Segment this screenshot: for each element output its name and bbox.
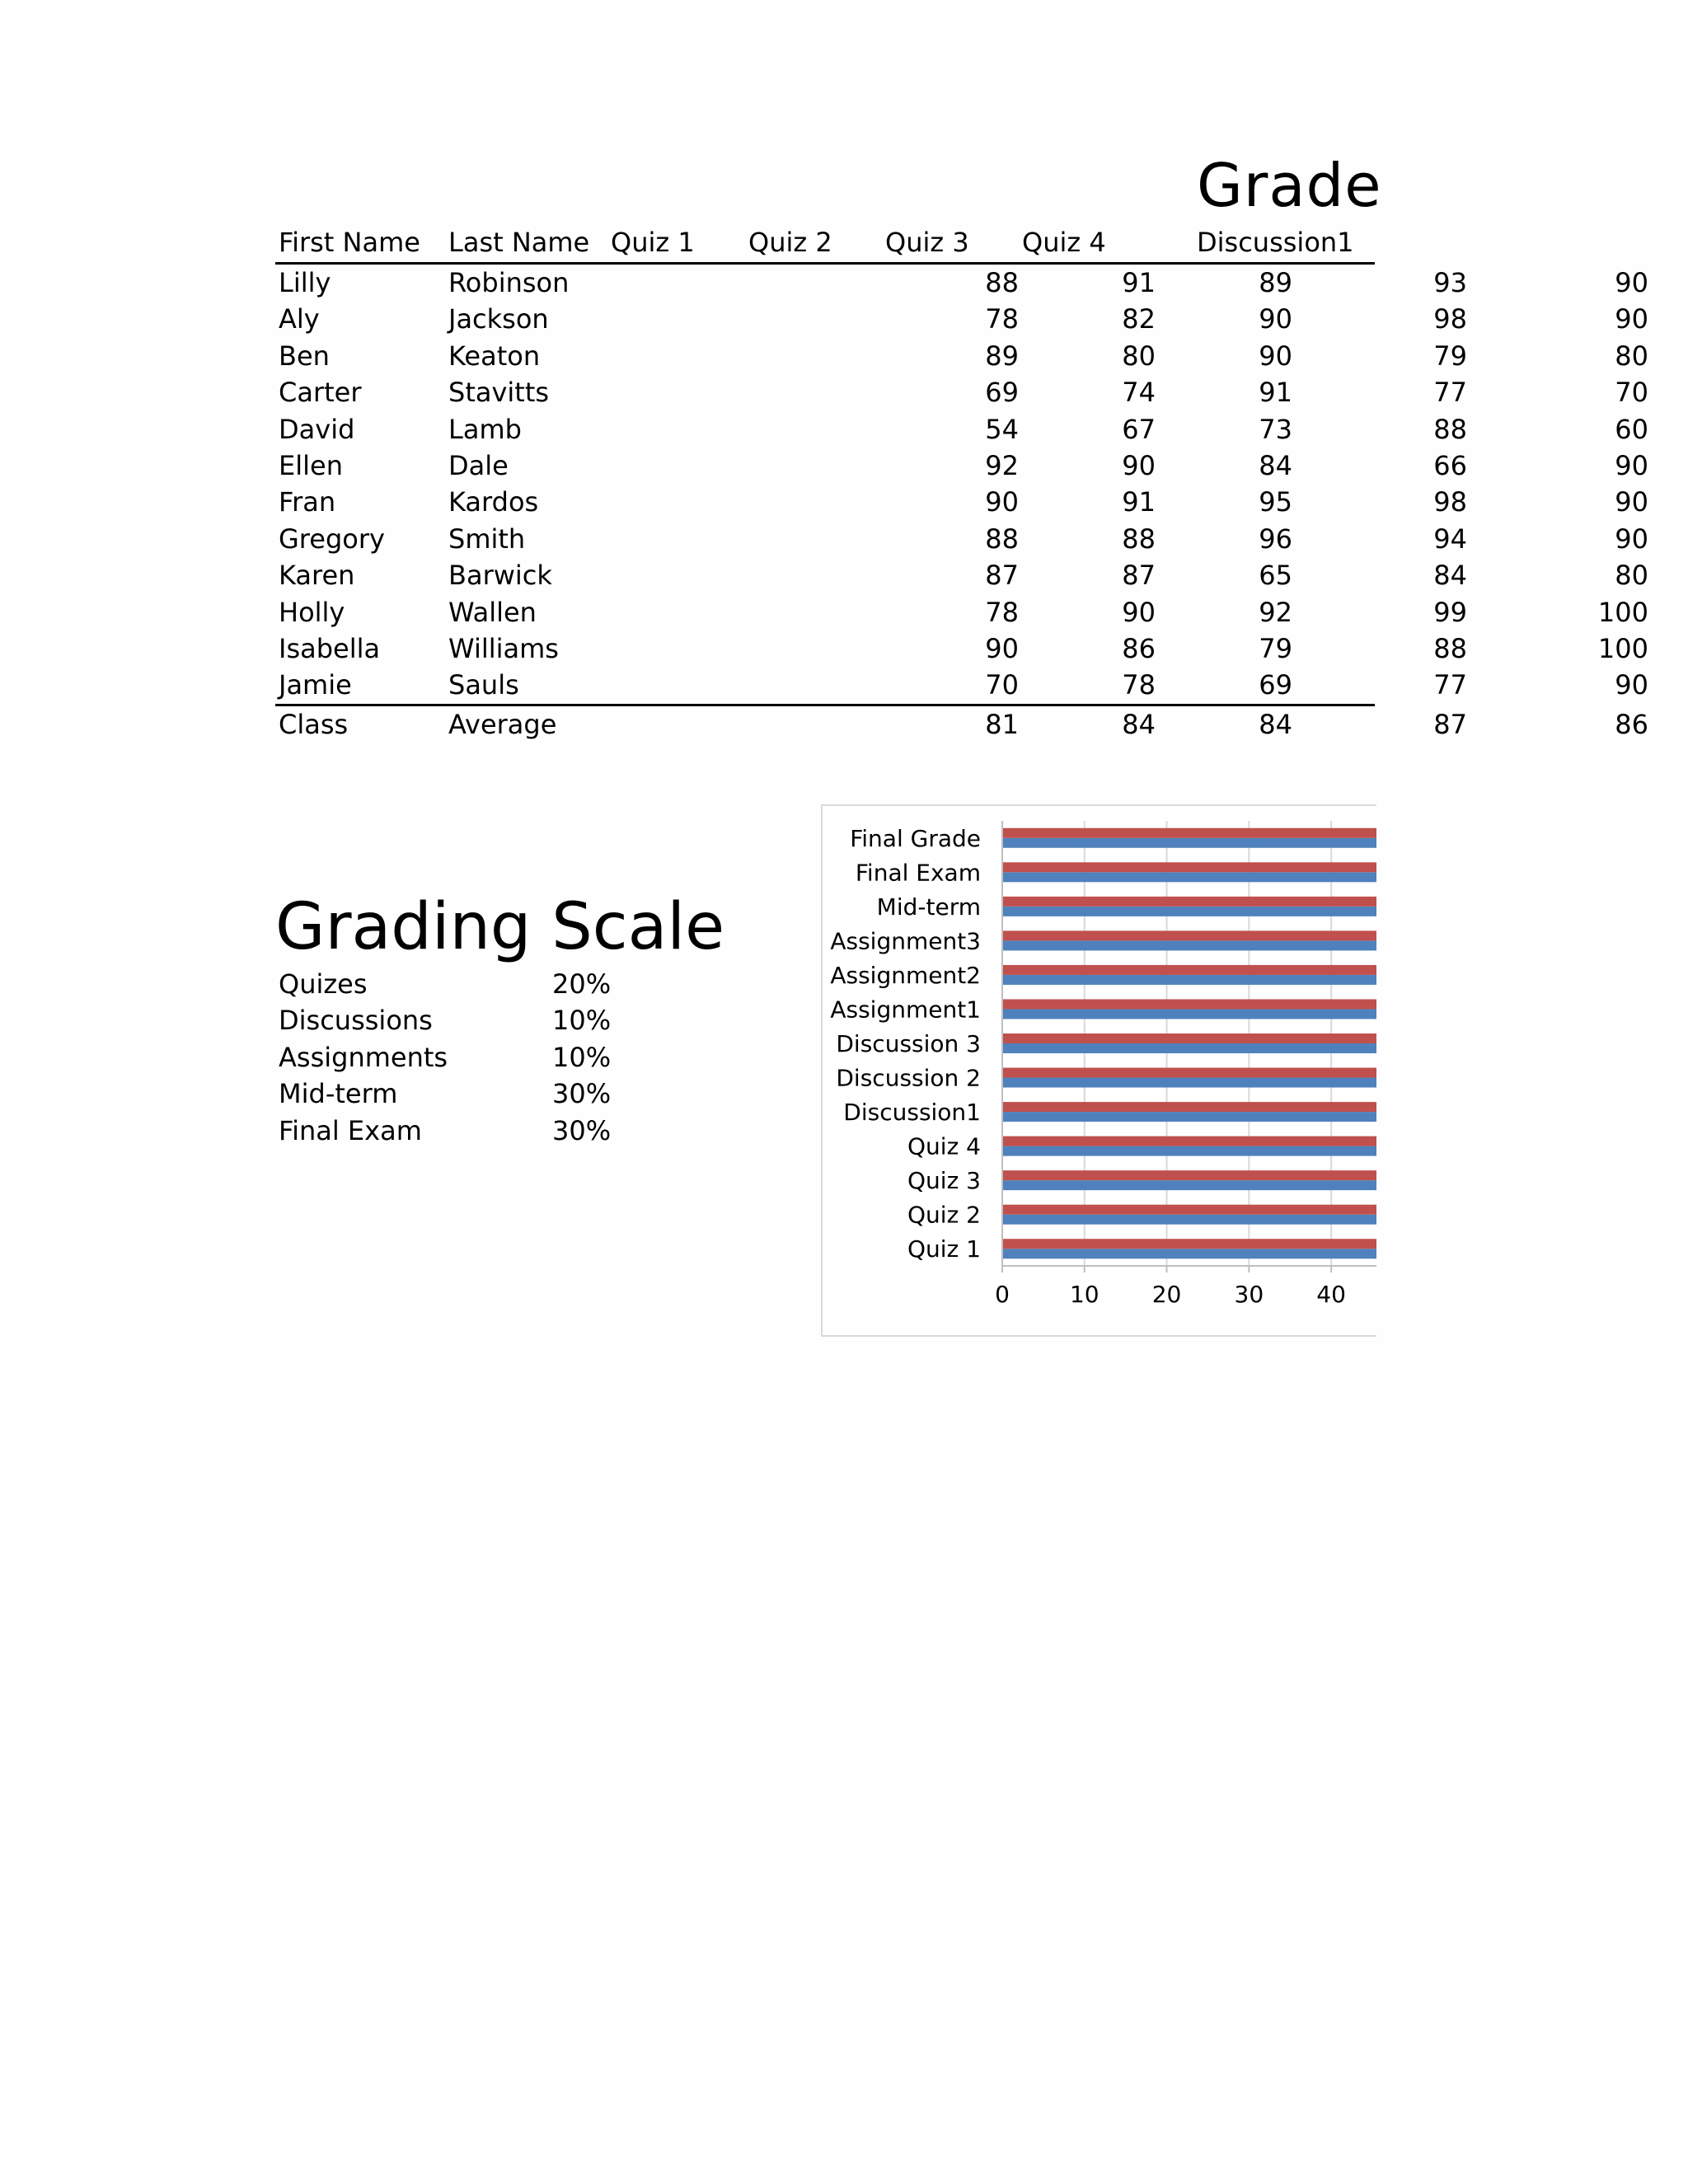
cell-quiz-4: 88: [1433, 413, 1467, 445]
avg-quiz-1: 81: [985, 708, 1019, 740]
class-label: Class: [279, 708, 349, 740]
table-row: [275, 594, 1648, 630]
cell-quiz-2: 82: [1122, 303, 1156, 335]
cell-quiz-1: 78: [985, 303, 1019, 335]
avg-quiz-2: 84: [1122, 708, 1156, 740]
cell-quiz-3: 69: [1259, 669, 1292, 701]
avg-quiz-3: 84: [1259, 708, 1292, 740]
bar: [1002, 1170, 1376, 1180]
cell-quiz-2: 67: [1122, 413, 1156, 445]
cell-quiz-3: 84: [1259, 449, 1292, 481]
header-last-name: Last Name: [448, 227, 590, 258]
x-tick-label: 0: [995, 1281, 1010, 1308]
cell-first-name: Gregory: [279, 523, 385, 555]
cell-quiz-1: 54: [985, 413, 1019, 445]
grading-scale-item: [275, 1113, 621, 1149]
cell-last-name: Smith: [448, 523, 526, 555]
cell-discussion1: 90: [1615, 486, 1648, 518]
cell-quiz-2: 74: [1122, 377, 1156, 409]
cell-first-name: David: [279, 413, 355, 445]
cell-quiz-3: 96: [1259, 523, 1292, 555]
cell-discussion1: 90: [1615, 303, 1648, 335]
bar: [1002, 1078, 1376, 1088]
header-discussion1: Discussion1: [1197, 227, 1354, 258]
bar-chart: [821, 804, 1376, 1337]
cell-first-name: Lilly: [279, 267, 331, 298]
cell-quiz-2: 90: [1122, 596, 1156, 628]
cell-quiz-1: 88: [985, 267, 1019, 298]
x-tick-label: 40: [1316, 1281, 1346, 1308]
cell-last-name: Robinson: [448, 267, 570, 298]
cell-discussion1: 100: [1597, 632, 1648, 664]
table-row: [275, 521, 1648, 557]
cell-quiz-4: 79: [1433, 340, 1467, 372]
table-row: [275, 301, 1648, 337]
category-label: Final Grade: [850, 824, 981, 852]
cell-quiz-3: 79: [1259, 632, 1292, 664]
cell-last-name: Dale: [448, 449, 509, 481]
avg-quiz-4: 87: [1433, 708, 1467, 740]
cell-quiz-2: 91: [1122, 486, 1156, 518]
cell-quiz-2: 86: [1122, 632, 1156, 664]
cell-first-name: Ben: [279, 340, 330, 372]
cell-last-name: Lamb: [448, 413, 522, 445]
cell-quiz-3: 92: [1259, 596, 1292, 628]
grading-scale-item: [275, 1002, 621, 1038]
grading-scale-value: 30%: [552, 1114, 612, 1146]
header-quiz-4: Quiz 4: [1022, 227, 1106, 258]
bar: [1002, 897, 1376, 907]
grading-scale-item: [275, 1076, 621, 1112]
cell-first-name: Aly: [279, 303, 320, 335]
cell-first-name: Carter: [279, 377, 362, 409]
cell-quiz-4: 77: [1433, 669, 1467, 701]
bar: [1002, 975, 1376, 985]
cell-first-name: Holly: [279, 596, 345, 628]
cell-quiz-1: 70: [985, 669, 1019, 701]
bar: [1002, 1068, 1376, 1078]
grading-scale-item: [275, 1039, 621, 1076]
category-label: Quiz 3: [907, 1167, 981, 1195]
cell-discussion1: 60: [1615, 413, 1648, 445]
cell-last-name: Jackson: [448, 303, 549, 335]
table-body: [275, 265, 1648, 704]
cell-quiz-2: 78: [1122, 669, 1156, 701]
header-quiz-2: Quiz 2: [748, 227, 832, 258]
cell-quiz-1: 90: [985, 486, 1019, 518]
cell-discussion1: 80: [1615, 340, 1648, 372]
cell-quiz-4: 84: [1433, 560, 1467, 592]
category-label: Assignment3: [830, 927, 981, 955]
bar: [1002, 1102, 1376, 1112]
bar: [1002, 1033, 1376, 1043]
cell-quiz-1: 90: [985, 632, 1019, 664]
cell-quiz-3: 65: [1259, 560, 1292, 592]
grading-scale-item: [275, 966, 621, 1002]
cell-quiz-4: 98: [1433, 486, 1467, 518]
bar: [1002, 940, 1376, 950]
category-label: Final Exam: [855, 859, 981, 887]
bar: [1002, 1239, 1376, 1249]
header-quiz-1: Quiz 1: [611, 227, 695, 258]
cell-discussion1: 100: [1597, 596, 1648, 628]
cell-quiz-4: 94: [1433, 523, 1467, 555]
table-row: [275, 448, 1648, 484]
x-tick-label: 10: [1069, 1281, 1100, 1308]
bar: [1002, 1009, 1376, 1019]
cell-quiz-3: 73: [1259, 413, 1292, 445]
cell-quiz-2: 88: [1122, 523, 1156, 555]
cell-quiz-1: 69: [985, 377, 1019, 409]
cell-quiz-4: 88: [1433, 632, 1467, 664]
grading-scale-value: 30%: [552, 1078, 612, 1110]
cell-last-name: Kardos: [448, 486, 539, 518]
grading-scale-title: Grading Scale: [275, 890, 725, 964]
cell-quiz-4: 66: [1433, 449, 1467, 481]
bar: [1002, 930, 1376, 940]
category-label: Discussion 2: [836, 1064, 981, 1092]
cell-first-name: Fran: [279, 486, 336, 518]
table-row: [275, 338, 1648, 374]
cell-discussion1: 90: [1615, 449, 1648, 481]
cell-quiz-2: 91: [1122, 267, 1156, 298]
cell-quiz-1: 87: [985, 560, 1019, 592]
category-label: Quiz 2: [907, 1201, 981, 1229]
cell-quiz-3: 91: [1259, 377, 1292, 409]
category-label: Assignment2: [830, 961, 981, 989]
cell-quiz-4: 93: [1433, 267, 1467, 298]
x-tick-label: 20: [1151, 1281, 1182, 1308]
cell-quiz-2: 80: [1122, 340, 1156, 372]
grading-scale-label: Discussions: [279, 1005, 433, 1037]
bar: [1002, 1043, 1376, 1053]
cell-quiz-3: 95: [1259, 486, 1292, 518]
cell-quiz-2: 87: [1122, 560, 1156, 592]
grading-scale-label: Assignments: [279, 1041, 448, 1073]
cell-quiz-1: 89: [985, 340, 1019, 372]
average-label: Average: [448, 708, 557, 740]
category-label: Assignment1: [830, 996, 981, 1024]
category-label: Quiz 4: [907, 1132, 981, 1160]
table-row: [275, 557, 1648, 593]
cell-discussion1: 90: [1615, 523, 1648, 555]
grading-scale-value: 10%: [552, 1005, 612, 1037]
bar: [1002, 1112, 1376, 1122]
cell-last-name: Williams: [448, 632, 559, 664]
cell-quiz-2: 90: [1122, 449, 1156, 481]
cell-first-name: Jamie: [279, 669, 352, 701]
table-row: [275, 667, 1648, 703]
bar: [1002, 1249, 1376, 1258]
cell-last-name: Sauls: [448, 669, 519, 701]
cell-discussion1: 70: [1615, 377, 1648, 409]
category-label: Discussion1: [843, 1099, 981, 1127]
grading-scale-label: Mid-term: [279, 1078, 398, 1110]
x-tick-label: 30: [1234, 1281, 1264, 1308]
table-row: [275, 484, 1648, 520]
grading-scale-label: Final Exam: [279, 1114, 422, 1146]
bar: [1002, 907, 1376, 916]
cell-quiz-1: 88: [985, 523, 1019, 555]
cell-discussion1: 90: [1615, 669, 1648, 701]
grading-scale-label: Quizes: [279, 968, 368, 1000]
grading-scale-list: [275, 966, 621, 1149]
cell-quiz-4: 77: [1433, 377, 1467, 409]
cell-quiz-3: 90: [1259, 303, 1292, 335]
bar: [1002, 838, 1376, 848]
bar: [1002, 1137, 1376, 1146]
cell-quiz-1: 92: [985, 449, 1019, 481]
table-row: [275, 265, 1648, 301]
cell-quiz-4: 99: [1433, 596, 1467, 628]
grading-scale-value: 20%: [552, 968, 612, 1000]
bar: [1002, 1215, 1376, 1225]
table-row: [275, 374, 1648, 410]
table-header-row: [275, 224, 1375, 265]
bar: [1002, 828, 1376, 838]
bar: [1002, 965, 1376, 975]
bar: [1002, 872, 1376, 882]
bar: [1002, 999, 1376, 1009]
grade-title: Grade: [1197, 151, 1382, 220]
cell-quiz-3: 89: [1259, 267, 1292, 298]
bar: [1002, 1146, 1376, 1156]
chart-svg: [823, 806, 1376, 1335]
cell-quiz-4: 98: [1433, 303, 1467, 335]
cell-last-name: Stavitts: [448, 377, 550, 409]
cell-quiz-1: 78: [985, 596, 1019, 628]
cell-last-name: Wallen: [448, 596, 537, 628]
cell-first-name: Karen: [279, 560, 355, 592]
cell-first-name: Isabella: [279, 632, 381, 664]
class-average-row: [275, 704, 1648, 743]
cell-discussion1: 80: [1615, 560, 1648, 592]
bar: [1002, 1205, 1376, 1215]
category-label: Mid-term: [876, 893, 981, 921]
cell-first-name: Ellen: [279, 449, 343, 481]
cell-last-name: Keaton: [448, 340, 541, 372]
bar: [1002, 1180, 1376, 1190]
header-first-name: First Name: [279, 227, 420, 258]
grades-table: [275, 224, 1648, 743]
cell-last-name: Barwick: [448, 560, 552, 592]
bar: [1002, 862, 1376, 872]
header-quiz-3: Quiz 3: [885, 227, 969, 258]
table-row: [275, 411, 1648, 448]
cell-quiz-3: 90: [1259, 340, 1292, 372]
category-label: Quiz 1: [907, 1235, 981, 1263]
cell-discussion1: 90: [1615, 267, 1648, 298]
category-label: Discussion 3: [836, 1030, 981, 1057]
grading-scale-value: 10%: [552, 1041, 612, 1073]
table-row: [275, 630, 1648, 667]
avg-discussion1: 86: [1615, 708, 1648, 740]
